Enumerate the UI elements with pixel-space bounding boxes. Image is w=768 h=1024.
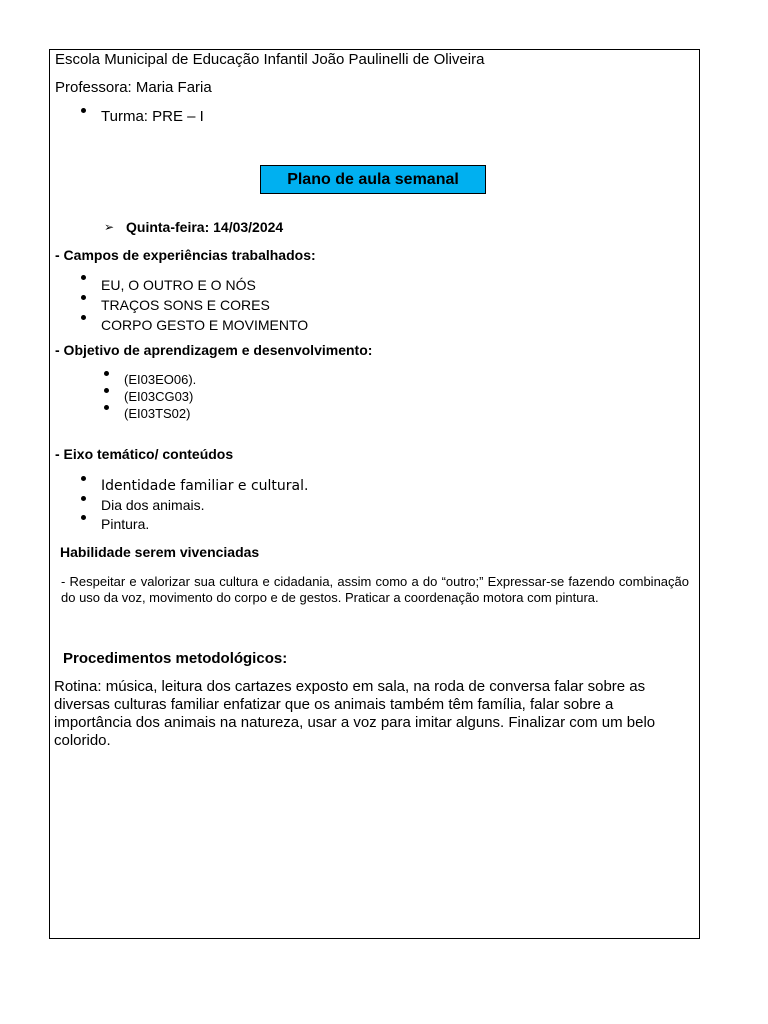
list-item [55,315,308,335]
objetivo-item: (EI03EO06). [124,372,197,387]
campos-item: TRAÇOS SONS E CORES [101,297,270,313]
list-item [55,496,308,515]
objetivo-item: (EI03TS02) [124,406,191,421]
arrow-bullet-icon: ➢ [104,220,115,234]
campos-heading: - Campos de experiências trabalhados: [55,247,316,263]
list-item [55,295,308,315]
procedimentos-text: Rotina: música, leitura dos cartazes exposto em sala, na roda de conversa falar sobre as diversas culturas familiar enfatizar que os animais também têm família, falar sobre a importância dos animais na natureza, usar a voz para imitar alguns. Finalizar com um belo colorido. [54,678,656,749]
school-name: Escola Municipal de Educação Infantil João Paulinelli de Oliveira [55,51,485,68]
list-item [78,388,196,405]
eixo-item: Identidade familiar e cultural. [101,478,309,494]
class-item [55,108,204,126]
objetivo-item: (EI03CG03) [124,389,194,404]
day-label: Quinta-feira: 14/03/2024 [126,219,284,235]
plan-title: Plano de aula semanal [260,165,486,194]
campos-list [55,275,308,335]
eixo-heading: - Eixo temático/ conteúdos [55,446,234,462]
eixo-list [55,476,308,534]
habilidade-heading: Habilidade serem vivenciadas [60,544,260,560]
teacher-name: Professora: Maria Faria [55,79,212,96]
class-list [55,108,204,126]
habilidade-text: - Respeitar e valorizar sua cultura e cidadania, assim como a do “outro;” Expressar-se fazendo combinação do uso da voz, movimento do corpo e de gestos. Praticar a coordenação motora com pintura. [61,574,689,605]
campos-item: EU, O OUTRO E O NÓS [101,277,256,293]
objetivo-heading: - Objetivo de aprendizagem e desenvolvimento: [55,342,373,358]
class-label: Turma: PRE – I [101,108,204,125]
list-item [55,476,308,496]
list-item [55,275,308,295]
procedimentos-heading: Procedimentos metodológicos: [63,650,288,667]
eixo-item: Dia dos animais. [101,497,205,513]
list-item [78,371,196,388]
objetivo-list [78,371,196,422]
list-item [55,515,308,534]
campos-item: CORPO GESTO E MOVIMENTO [101,317,309,333]
eixo-item: Pintura. [101,516,150,532]
list-item [78,405,196,422]
